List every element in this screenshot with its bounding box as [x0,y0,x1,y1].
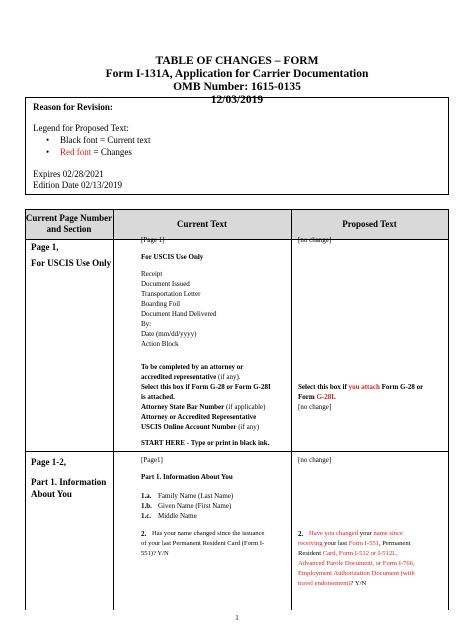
omb-number: OMB Number: 1615-0135 [173,81,301,93]
reason-label: Reason for Revision: [33,102,113,112]
q2-line3: 551)? Y/N [141,550,169,557]
bullet-icon: • [46,135,50,145]
proposed-q2-line2: receiving your last Form I-551, Permanent [298,540,411,547]
row2-section-line1: Part 1. Information [31,477,107,487]
proposed-q2-line6: travel endorsement)? Y/N [298,580,367,587]
header-col1-line1: Current Page Number [25,213,113,223]
q2-line2: of your last Permanent Resident Card (Form I- [141,540,265,547]
list-item: Boarding Foil [141,300,181,308]
proposed-q2-line1: Have you changed your name since [309,530,403,537]
legend-black: Black font = Current text [60,135,151,145]
proposed-q2-line3: Resident Card, Form I-512 or I-512L, [298,550,398,557]
start-here: START HERE - Type or print in black ink. [141,439,270,447]
header-col1-line2: and Section [46,224,92,234]
legend-label: Legend for Proposed Text: [33,123,129,133]
revision-box [25,97,449,195]
form-name: Form I-131A, Application for Carrier Documentation [105,68,369,80]
field-number: 2. [141,530,147,538]
accredited-rep-line: accredited representative (if any). [141,373,241,381]
legend-red-line: Red font = Changes [60,147,132,157]
list-item: By: [141,320,152,328]
doc-date: 12/03/2019 [210,94,264,106]
list-item: Action Block [141,340,179,348]
header-current-text: Current Text [176,219,228,229]
row1-page: Page 1, [31,242,59,252]
row1-page-ref: [Page 1] [141,236,165,244]
proposed-q2-line4: Advanced Parole Document, or Form I-766, [298,560,415,567]
row1-current-heading: For USCIS Use Only [141,253,204,261]
select-box-line: Select this box if Form G-28 or Form G-28I [141,383,271,391]
list-item: Document Hand Delivered [141,310,217,318]
row2-section-line2: About You [31,489,72,499]
no-change: [no change] [298,456,332,464]
proposed-q2-line5: Employment Authorization Document (with [298,570,415,577]
proposed-g28i-line: Form G-28I. [298,393,336,401]
edition-date: Edition Date 02/13/2019 [33,180,122,190]
list-item: Document Issued [141,280,190,288]
bar-number-line: Attorney State Bar Number (if applicable) [141,403,266,411]
rep-line: Attorney or Accredited Representative [141,413,257,421]
field-label: Given Name (First Name) [158,502,232,510]
field-number: 2. [298,530,304,538]
proposed-select-line: Select this box if you attach Form G-28 or [298,383,424,391]
no-change: [no change] [298,403,332,411]
field-number: 1.a. [141,492,152,500]
field-label: Family Name (Last Name) [158,492,234,500]
no-change: [no change] [298,236,332,244]
bullet-icon: • [46,147,50,157]
q2-line1: Has your name changed since the issuance [152,530,265,537]
list-item: Transportation Letter [141,290,201,298]
uscis-account-line: USCIS Online Account Number (if any) [141,423,260,431]
expires-date: Expires 02/28/2021 [33,169,104,179]
list-item: Receipt [141,270,163,278]
doc-title: TABLE OF CHANGES – FORM [155,55,319,67]
field-label: Middle Name [158,512,197,520]
field-number: 1.b. [141,502,152,510]
row1-section: For USCIS Use Only [31,258,112,268]
to-be-completed: To be completed by an attorney or [141,363,244,371]
row2-page: Page 1-2, [31,457,66,467]
row2-current-heading: Part 1. Information About You [141,473,233,481]
list-item: Date (mm/dd/yyyy) [141,330,197,338]
field-number: 1.c. [141,512,152,520]
header-proposed-text: Proposed Text [342,219,397,229]
page-number: 1 [235,614,239,622]
row2-page-ref: [Page1] [141,456,163,464]
is-attached: is attached. [141,393,175,401]
